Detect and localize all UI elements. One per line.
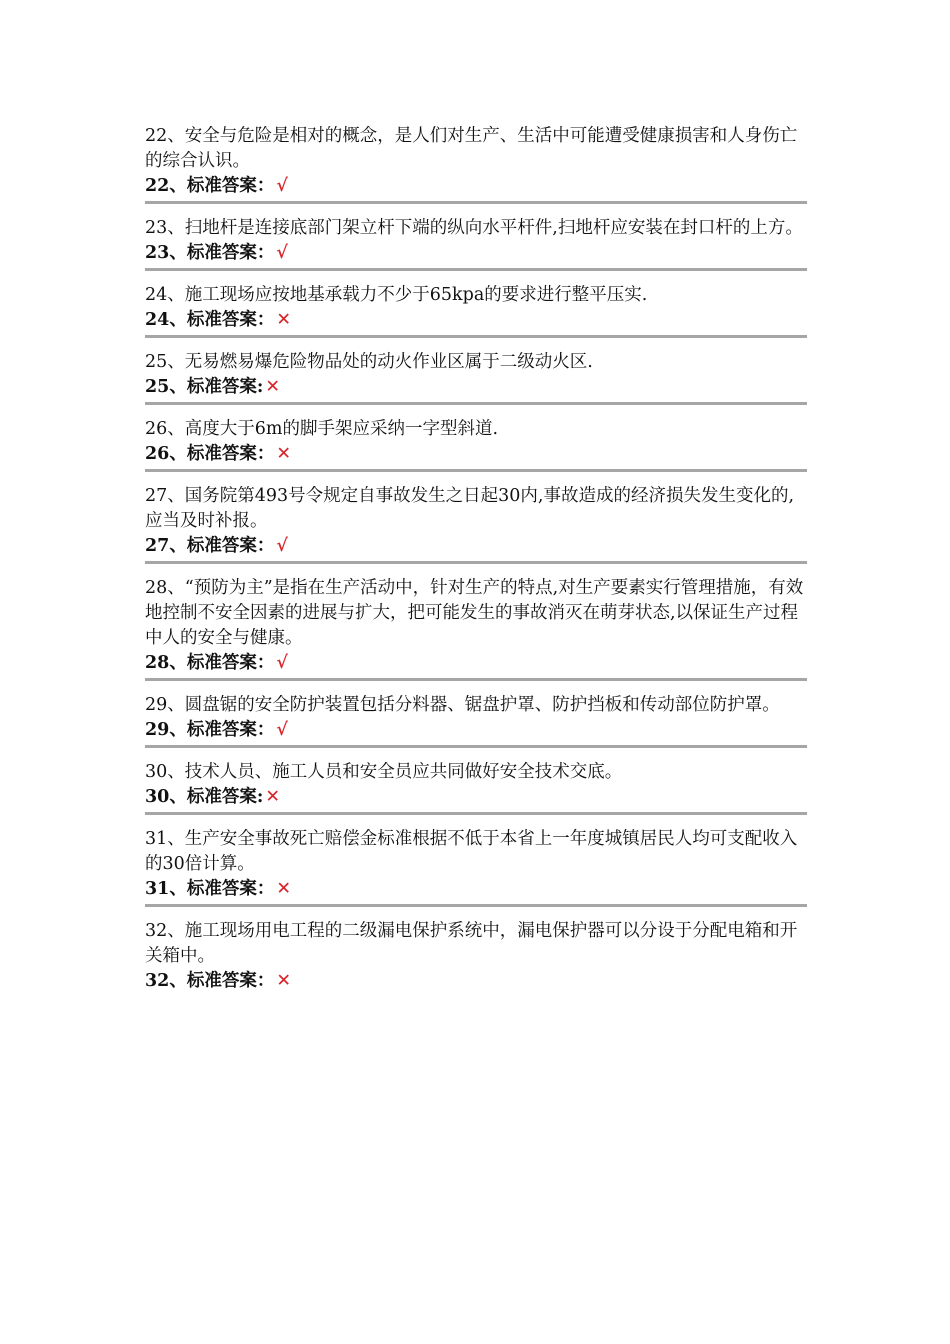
check-icon: √ (276, 653, 288, 673)
question-text: 22、安全与危险是相对的概念，是人们对生产、生活中可能遭受健康损害和人身伤亡的综合认识。 (145, 126, 798, 171)
answer-line (145, 969, 807, 994)
answer-label: 24、标准答案： (145, 310, 275, 330)
divider (145, 904, 807, 907)
cross-icon: ✕ (265, 787, 280, 807)
question-item-26 (145, 417, 807, 472)
answer-label: 26、标准答案： (145, 444, 275, 464)
question-item-27 (145, 484, 807, 564)
answer-label: 27、标准答案： (145, 536, 275, 556)
divider (145, 335, 807, 338)
question-text: 23、扫地杆是连接底部门架立杆下端的纵向水平杆件,扫地杆应安装在封口杆的上方。 (145, 218, 803, 238)
answer-line (145, 375, 807, 400)
answer-line (145, 241, 807, 266)
answer-line (145, 308, 807, 333)
question-item-23 (145, 216, 807, 271)
answer-label: 31、标准答案： (145, 879, 275, 899)
divider (145, 561, 807, 564)
answer-line (145, 718, 807, 743)
question-item-24 (145, 283, 807, 338)
cross-icon: ✕ (276, 310, 292, 330)
cross-icon: ✕ (276, 879, 292, 899)
cross-icon: ✕ (276, 971, 292, 991)
divider (145, 745, 807, 748)
question-item-22 (145, 124, 807, 204)
question-text: 29、圆盘锯的安全防护装置包括分料器、锯盘护罩、防护挡板和传动部位防护罩。 (145, 695, 780, 715)
answer-line (145, 651, 807, 676)
check-icon: √ (276, 176, 288, 196)
answer-line (145, 174, 807, 199)
cross-icon: ✕ (265, 377, 280, 397)
divider (145, 201, 807, 204)
answer-label: 29、标准答案： (145, 720, 275, 740)
question-text: 30、技术人员、施工人员和安全员应共同做好安全技术交底。 (145, 762, 623, 782)
answer-line (145, 877, 807, 902)
divider (145, 469, 807, 472)
question-item-25 (145, 350, 807, 405)
question-text: 31、生产安全事故死亡赔偿金标准根据不低于本省上一年度城镇居民人均可支配收入的30倍计算。 (145, 829, 798, 874)
answer-line (145, 534, 807, 559)
question-text: 32、施工现场用电工程的二级漏电保护系统中，漏电保护器可以分设于分配电箱和开关箱中。 (145, 921, 798, 966)
divider (145, 678, 807, 681)
question-text: 24、施工现场应按地基承载力不少于65kpa的要求进行整平压实. (145, 285, 648, 305)
answer-label: 22、标准答案： (145, 176, 275, 196)
divider (145, 268, 807, 271)
divider (145, 402, 807, 405)
question-item-32 (145, 919, 807, 994)
answer-label: 28、标准答案： (145, 653, 275, 673)
check-icon: √ (276, 720, 288, 740)
question-item-30 (145, 760, 807, 815)
cross-icon: ✕ (276, 444, 292, 464)
question-text: 26、高度大于6m的脚手架应采纳一字型斜道. (145, 419, 499, 439)
question-item-29 (145, 693, 807, 748)
answer-label: 23、标准答案： (145, 243, 275, 263)
divider (145, 812, 807, 815)
question-text: 28、“预防为主”是指在生产活动中，针对生产的特点,对生产要素实行管理措施，有效地控制不安全因素的进展与扩大，把可能发生的事故消灭在萌芽状态,以保证生产过程中人的安全与健康。 (145, 578, 804, 648)
question-text: 25、无易燃易爆危险物品处的动火作业区属于二级动火区. (145, 352, 593, 372)
answer-label: 25、标准答案: (145, 377, 264, 397)
question-item-28 (145, 576, 807, 681)
answer-line (145, 442, 807, 467)
question-item-31 (145, 827, 807, 907)
check-icon: √ (276, 243, 288, 263)
check-icon: √ (276, 536, 288, 556)
answer-label: 32、标准答案： (145, 971, 275, 991)
answer-label: 30、标准答案: (145, 787, 264, 807)
answer-line (145, 785, 807, 810)
question-text: 27、国务院第493号令规定自事故发生之日起30内,事故造成的经济损失发生变化的,应当及时补报。 (145, 486, 795, 531)
question-list (145, 124, 807, 1006)
